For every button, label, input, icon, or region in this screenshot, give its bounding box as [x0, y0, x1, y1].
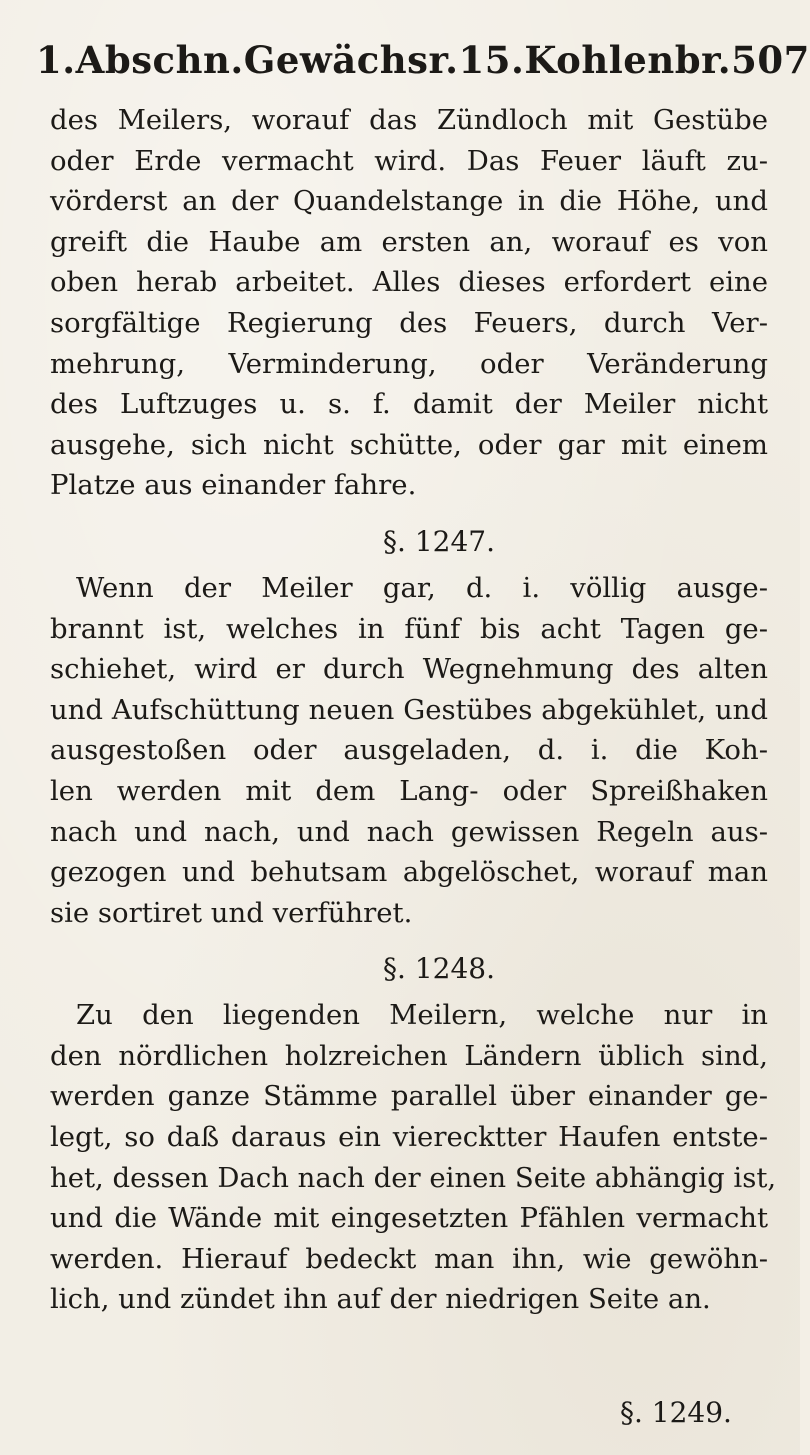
text-line: vörderst an der Quandelstange in die Höhe, und: [50, 185, 768, 218]
text-line: oder Erde vermacht wird. Das Feuer läuft zu-: [50, 144, 768, 177]
running-head-chapter: 1.Abschn.: [36, 38, 244, 82]
text-line: werden. Hierauf bedeckt man ihn, wie gewöhn-: [50, 1242, 768, 1275]
text-line: len werden mit dem Lang- oder Spreißhaken: [50, 774, 768, 807]
text-line: gezogen und behutsam abgelöschet, worauf man: [50, 856, 768, 889]
text-line: sie sortiret und verführet.: [50, 896, 413, 929]
body-text: [50, 100, 777, 1320]
text-line: Zu den liegenden Meilern, welche nur in: [76, 999, 768, 1032]
text-line: schiehet, wird er durch Wegnehmung des alten: [50, 653, 768, 686]
text-line: des Meilers, worauf das Zündloch mit Gestübe: [50, 104, 768, 136]
text-line: des Luftzuges u. s. f. damit der Meiler nicht: [50, 388, 768, 421]
section-heading-1247: §. 1247.: [383, 524, 495, 558]
text-line: greift die Haube am ersten an, worauf es von: [50, 225, 768, 258]
running-head-subsection: 15.Kohlenbr.: [458, 38, 732, 82]
text-line: sorgfältige Regierung des Feuers, durch Ver-: [50, 306, 768, 339]
text-line: mehrung, Verminderung, oder Veränderung: [50, 347, 768, 380]
text-line: nach und nach, und nach gewissen Regeln aus-: [50, 815, 768, 848]
text-line: und die Wände mit eingesetzten Pfählen vermacht: [50, 1202, 768, 1235]
page-number: 507: [731, 38, 810, 82]
text-line: brannt ist, welches in fünf bis acht Tagen ge-: [50, 612, 768, 645]
section-heading-1248: §. 1248.: [383, 952, 495, 986]
text-line: und Aufschüttung neuen Gestübes abgekühlet, und: [50, 693, 768, 726]
text-line: legt, so daß daraus ein vierecktter Haufen entste-: [50, 1121, 768, 1154]
text-line: Platze aus einander fahre.: [50, 469, 417, 502]
text-line: oben herab arbeitet. Alles dieses erfordert eine: [50, 266, 768, 299]
text-line: ausgestoßen oder ausgeladen, d. i. die Koh-: [50, 734, 768, 767]
text-line: lich, und zündet ihn auf der niedrigen Seite an.: [50, 1283, 711, 1316]
text-line: werden ganze Stämme parallel über einander ge-: [50, 1080, 768, 1113]
paragraph-1247: [50, 568, 768, 933]
paragraph-1248: [50, 995, 777, 1320]
text-line: den nördlichen holzreichen Ländern üblich sind,: [50, 1039, 768, 1072]
catchword: §. 1249.: [620, 1396, 732, 1429]
running-head: [36, 38, 810, 82]
running-head-section: Gewächsr.: [243, 38, 459, 82]
text-line: het, dessen Dach nach der einen Seite abhängig ist,: [50, 1161, 777, 1194]
text-line: Wenn der Meiler gar, d. i. völlig ausge-: [76, 571, 768, 604]
paragraph-continuation: [50, 100, 768, 506]
text-line: ausgehe, sich nicht schütte, oder gar mit einem: [50, 428, 768, 461]
